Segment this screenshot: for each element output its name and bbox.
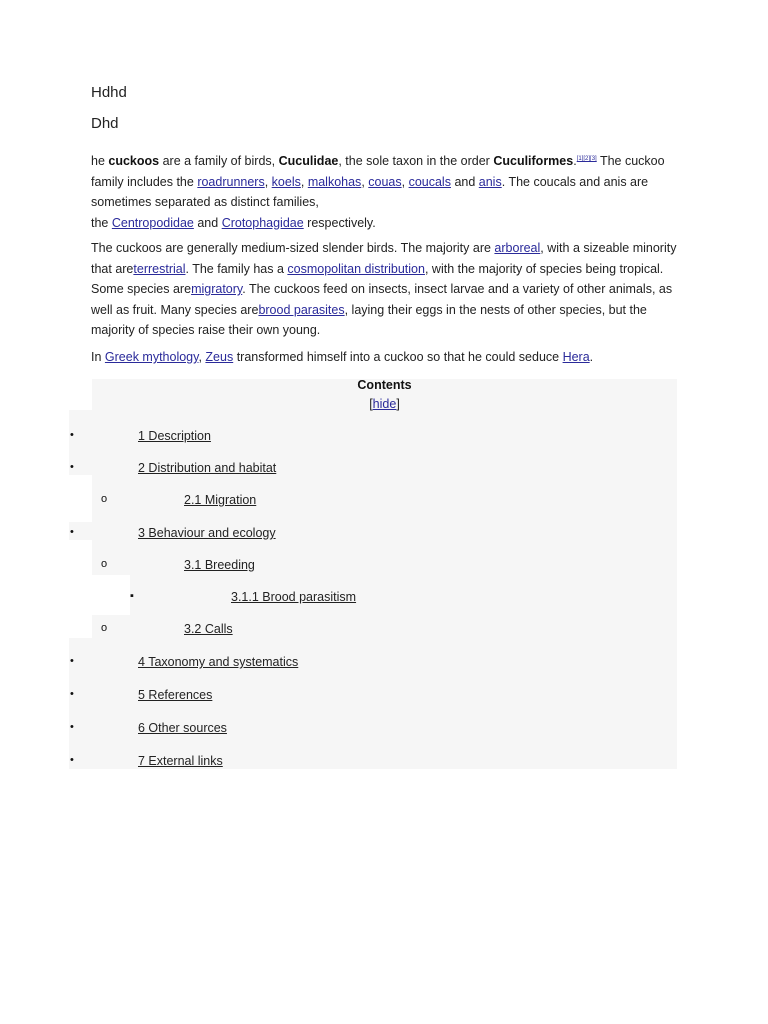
- text: The cuckoo family includes the: [91, 154, 665, 189]
- text: . The family has a: [185, 261, 288, 276]
- description-paragraph: [91, 238, 681, 341]
- text: , with the majority of species being tropical. Some species are: [91, 261, 664, 296]
- toc-item-other-sources[interactable]: 6 Other sources: [138, 721, 227, 735]
- link-brood-parasites[interactable]: brood parasites: [258, 302, 345, 317]
- link-arboreal[interactable]: arboreal: [494, 241, 541, 255]
- link-koels[interactable]: koels: [271, 174, 301, 189]
- toc-hide-link[interactable]: hide: [372, 397, 397, 411]
- text: ,: [300, 174, 308, 189]
- bracket: ]: [396, 397, 400, 411]
- link-zeus[interactable]: Zeus: [205, 350, 234, 364]
- link-greek-mythology[interactable]: Greek mythology: [104, 350, 199, 364]
- bullet: o: [101, 558, 108, 570]
- toc-item-distribution-and-habitat[interactable]: 2 Distribution and habitat: [138, 461, 277, 475]
- heading-dhd: Dhd: [91, 115, 119, 132]
- toc-gap: [69, 475, 92, 522]
- link-anis[interactable]: anis: [478, 174, 502, 189]
- text: , the sole taxon in the order: [338, 154, 494, 169]
- text: The cuckoos are generally medium-sized slender birds. The majority are: [91, 241, 495, 255]
- toc-item-description[interactable]: 1 Description: [138, 429, 211, 443]
- text: he: [91, 154, 109, 169]
- text: . The cuckoos feed on insects, insect larvae and a variety of other animals, as well as fruit. Many species are: [91, 282, 673, 317]
- link-crotophagidae[interactable]: Crotophagidae: [221, 215, 304, 230]
- text: and: [450, 174, 479, 189]
- toc-title: Contents: [357, 378, 412, 392]
- bullet: •: [70, 429, 74, 441]
- toc-hide-toggle[interactable]: [92, 397, 677, 411]
- text: .: [589, 350, 594, 364]
- intro-paragraph: [91, 149, 681, 233]
- bullet: ▪: [130, 590, 134, 602]
- text: , with a sizeable minority that are: [91, 241, 677, 276]
- toc-item-behaviour-and-ecology[interactable]: 3 Behaviour and ecology: [138, 526, 276, 540]
- text: , laying their eggs in the nests of other species, but the majority of species raise their own young.: [91, 302, 647, 337]
- text: the: [91, 215, 112, 230]
- bullet: •: [70, 754, 74, 766]
- bullet: •: [70, 461, 74, 473]
- toc-item-calls[interactable]: 3.2 Calls: [184, 622, 233, 636]
- toc-gap: [92, 575, 130, 615]
- link-roadrunners[interactable]: roadrunners: [197, 174, 265, 189]
- link-malkohas[interactable]: malkohas: [307, 174, 362, 189]
- citation-link[interactable]: [1][2][3]: [576, 156, 597, 162]
- text: . The coucals and anis are sometimes separated as distinct families,: [91, 174, 649, 210]
- bullet: o: [101, 493, 108, 505]
- toc-item-taxonomy-and-systematics[interactable]: 4 Taxonomy and systematics: [138, 655, 299, 669]
- text: .: [573, 154, 577, 169]
- toc-item-breeding[interactable]: 3.1 Breeding: [184, 558, 255, 572]
- toc-item-migration[interactable]: 2.1 Migration: [184, 493, 257, 507]
- text: ,: [401, 174, 409, 189]
- link-migratory[interactable]: migratory: [191, 282, 243, 296]
- bullet: •: [70, 526, 74, 538]
- toc-item-external-links[interactable]: 7 External links: [138, 754, 223, 768]
- link-hera[interactable]: Hera: [562, 350, 590, 364]
- link-cosmopolitan-distribution[interactable]: cosmopolitan distribution: [287, 261, 425, 276]
- text: are a family of birds,: [159, 154, 279, 169]
- bold-term: cuckoos: [108, 154, 160, 169]
- text: ,: [264, 174, 272, 189]
- link-coucals[interactable]: coucals: [408, 174, 451, 189]
- bullet: •: [70, 655, 74, 667]
- bullet: •: [70, 688, 74, 700]
- bullet: •: [70, 721, 74, 733]
- text: and: [193, 215, 222, 230]
- toc-gap: [69, 540, 92, 638]
- mythology-paragraph: [91, 347, 681, 368]
- link-centropodidae[interactable]: Centropodidae: [111, 215, 194, 230]
- link-terrestrial[interactable]: terrestrial: [133, 261, 186, 276]
- text: transformed himself into a cuckoo so that he could seduce: [233, 350, 563, 364]
- link-couas[interactable]: couas: [368, 174, 402, 189]
- text: ,: [361, 174, 369, 189]
- bold-term: Cuculiformes: [493, 154, 574, 169]
- text: In: [91, 350, 105, 364]
- bullet: o: [101, 622, 108, 634]
- toc-item-brood-parasitism[interactable]: 3.1.1 Brood parasitism: [231, 590, 357, 604]
- heading-hdhd: Hdhd: [91, 84, 127, 101]
- bracket: [: [369, 397, 373, 411]
- text: ,: [198, 350, 206, 364]
- toc-item-references[interactable]: 5 References: [138, 688, 213, 702]
- bold-term: Cuculidae: [278, 154, 339, 169]
- text: respectively.: [303, 215, 376, 230]
